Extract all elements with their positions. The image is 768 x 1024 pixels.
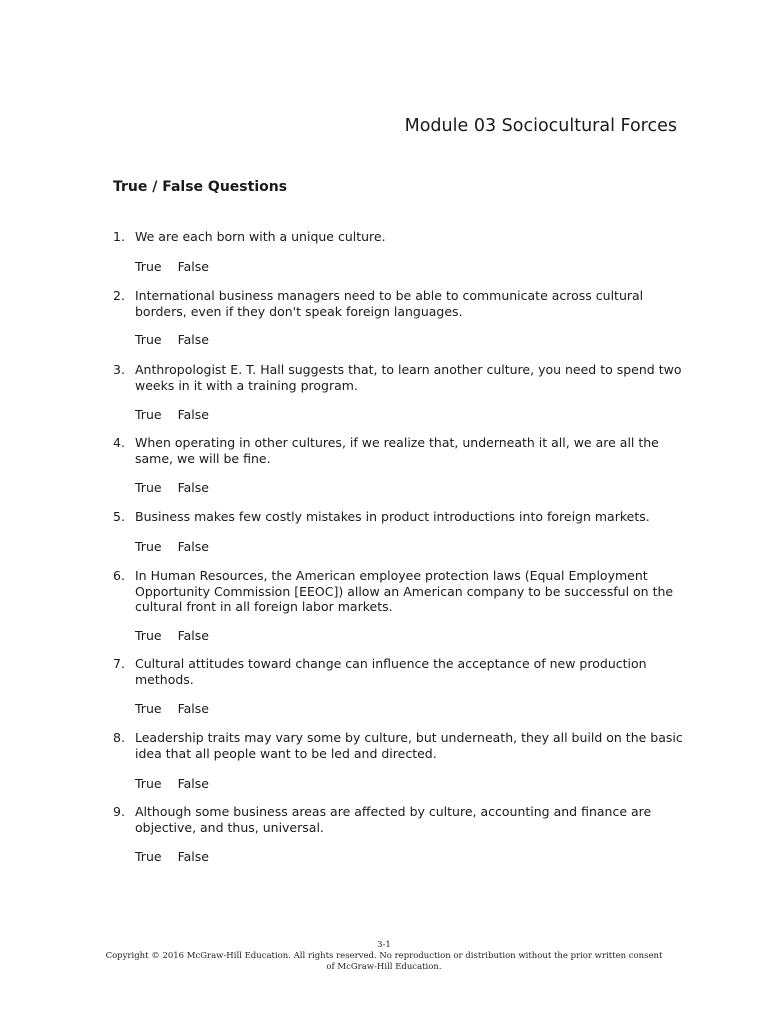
question-number: 3. [113, 362, 125, 377]
section-heading: True / False Questions [113, 179, 288, 195]
question-number: 8. [113, 730, 125, 745]
option-false[interactable]: False [177, 480, 209, 495]
answer-options [135, 259, 209, 275]
option-false[interactable]: False [177, 259, 209, 274]
question-text: When operating in other cultures, if we realize that, underneath it all, we are all the same, we will be fine. [135, 435, 659, 466]
answer-options [135, 332, 209, 348]
option-true[interactable]: True [135, 776, 162, 791]
copyright-notice: Copyright © 2016 McGraw-Hill Education. All rights reserved. No reproduction or distribution without the prior written consent of McGraw-Hill Education. [105, 951, 663, 972]
answer-options [135, 480, 209, 496]
question-text: Leadership traits may vary some by culture, but underneath, they all build on the basic idea that all people want to be led and directed. [135, 730, 683, 761]
question-number: 4. [113, 435, 125, 450]
option-false[interactable]: False [177, 332, 209, 347]
question-text: Cultural attitudes toward change can influence the acceptance of new production methods. [135, 656, 647, 687]
option-true[interactable]: True [135, 628, 162, 643]
question-text: In Human Resources, the American employee protection laws (Equal Employment Opportunity Commission [EEOC]) allow an American company to be successful on the cultural front in all foreign labor markets. [135, 568, 674, 614]
answer-options [135, 628, 209, 644]
page-number: 3-1 [377, 940, 391, 950]
question-text: Business makes few costly mistakes in product introductions into foreign markets. [135, 509, 650, 524]
question-number: 1. [113, 229, 125, 244]
answer-options [135, 849, 209, 865]
question-number: 6. [113, 568, 125, 583]
answer-options [135, 539, 209, 555]
option-false[interactable]: False [177, 407, 209, 422]
option-false[interactable]: False [177, 539, 209, 554]
answer-options [135, 776, 209, 792]
module-title: Module 03 Sociocultural Forces [404, 116, 677, 136]
question-number: 5. [113, 509, 125, 524]
question-text: We are each born with a unique culture. [135, 229, 386, 244]
question-number: 9. [113, 804, 125, 819]
option-true[interactable]: True [135, 539, 162, 554]
option-true[interactable]: True [135, 849, 162, 864]
option-false[interactable]: False [177, 849, 209, 864]
answer-options [135, 407, 209, 423]
option-true[interactable]: True [135, 259, 162, 274]
question-text: International business managers need to be able to communicate across cultural borders, even if they don't speak foreign languages. [135, 288, 644, 319]
question-number: 2. [113, 288, 125, 303]
question-text: Although some business areas are affected by culture, accounting and finance are objective, and thus, universal. [135, 804, 652, 835]
option-false[interactable]: False [177, 701, 209, 716]
option-false[interactable]: False [177, 776, 209, 791]
option-false[interactable]: False [177, 628, 209, 643]
page-footer [0, 940, 768, 973]
option-true[interactable]: True [135, 701, 162, 716]
option-true[interactable]: True [135, 332, 162, 347]
question-text: Anthropologist E. T. Hall suggests that, to learn another culture, you need to spend two weeks in it with a training program. [135, 362, 682, 393]
option-true[interactable]: True [135, 407, 162, 422]
option-true[interactable]: True [135, 480, 162, 495]
question-number: 7. [113, 656, 125, 671]
answer-options [135, 701, 209, 717]
